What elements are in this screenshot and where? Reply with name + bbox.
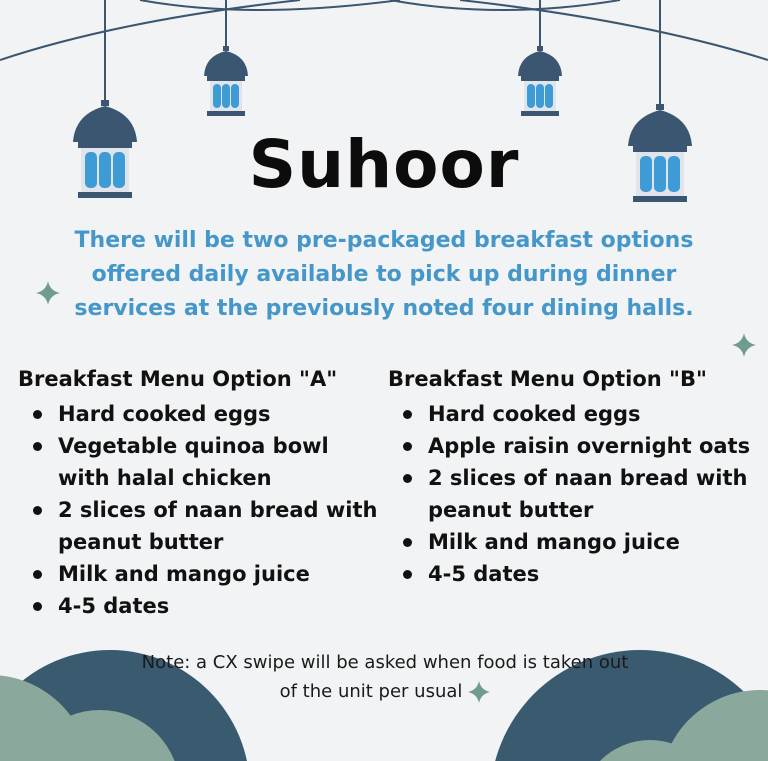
sparkle-icon [732,333,756,357]
bullet-icon [403,538,412,547]
list-item [18,558,378,590]
page-title: Suhoor [248,126,520,203]
list-item [18,430,378,494]
list-item-label: 2 slices of naan bread with peanut butter [428,466,748,522]
list-item-label: 4-5 dates [58,594,170,618]
list-item-label: Apple raisin overnight oats [428,434,751,458]
menu-list [388,398,758,590]
bullet-icon [403,410,412,419]
bullet-icon [403,474,412,483]
bullet-icon [33,410,42,419]
list-item-label: Vegetable quinoa bowl with halal chicken [58,434,329,490]
menu-option-a [18,364,378,622]
sparkle-icon [36,281,60,305]
menu-list [18,398,378,622]
intro-text: There will be two pre-packaged breakfast options offered daily available to pick up during dinner services at the previously noted four dining halls. [74,228,694,321]
list-item [388,462,758,526]
sparkle-icon [468,681,490,703]
bullet-icon [33,442,42,451]
bullet-icon [33,602,42,611]
menu-heading: Breakfast Menu Option "B" [388,367,707,391]
list-item [18,590,378,622]
list-item [388,430,758,462]
lantern-icon [204,46,248,116]
note-text: Note: a CX swipe will be asked when food is taken out of the unit per usual [141,652,629,702]
bullet-icon [403,570,412,579]
menu-option-b [388,364,758,590]
list-item-label: Milk and mango juice [428,530,680,554]
footer-note [140,648,630,706]
list-item-label: 2 slices of naan bread with peanut butter [58,498,378,554]
list-item-label: Hard cooked eggs [428,402,641,426]
list-item-label: Hard cooked eggs [58,402,271,426]
bullet-icon [403,442,412,451]
list-item [18,398,378,430]
list-item [388,398,758,430]
list-item [388,526,758,558]
list-item [388,558,758,590]
bullet-icon [33,570,42,579]
list-item-label: Milk and mango juice [58,562,310,586]
bullet-icon [33,506,42,515]
list-item [18,494,378,558]
menu-heading: Breakfast Menu Option "A" [18,367,338,391]
list-item-label: 4-5 dates [428,562,540,586]
lantern-icon [518,46,562,116]
hanging-strings [0,0,768,104]
